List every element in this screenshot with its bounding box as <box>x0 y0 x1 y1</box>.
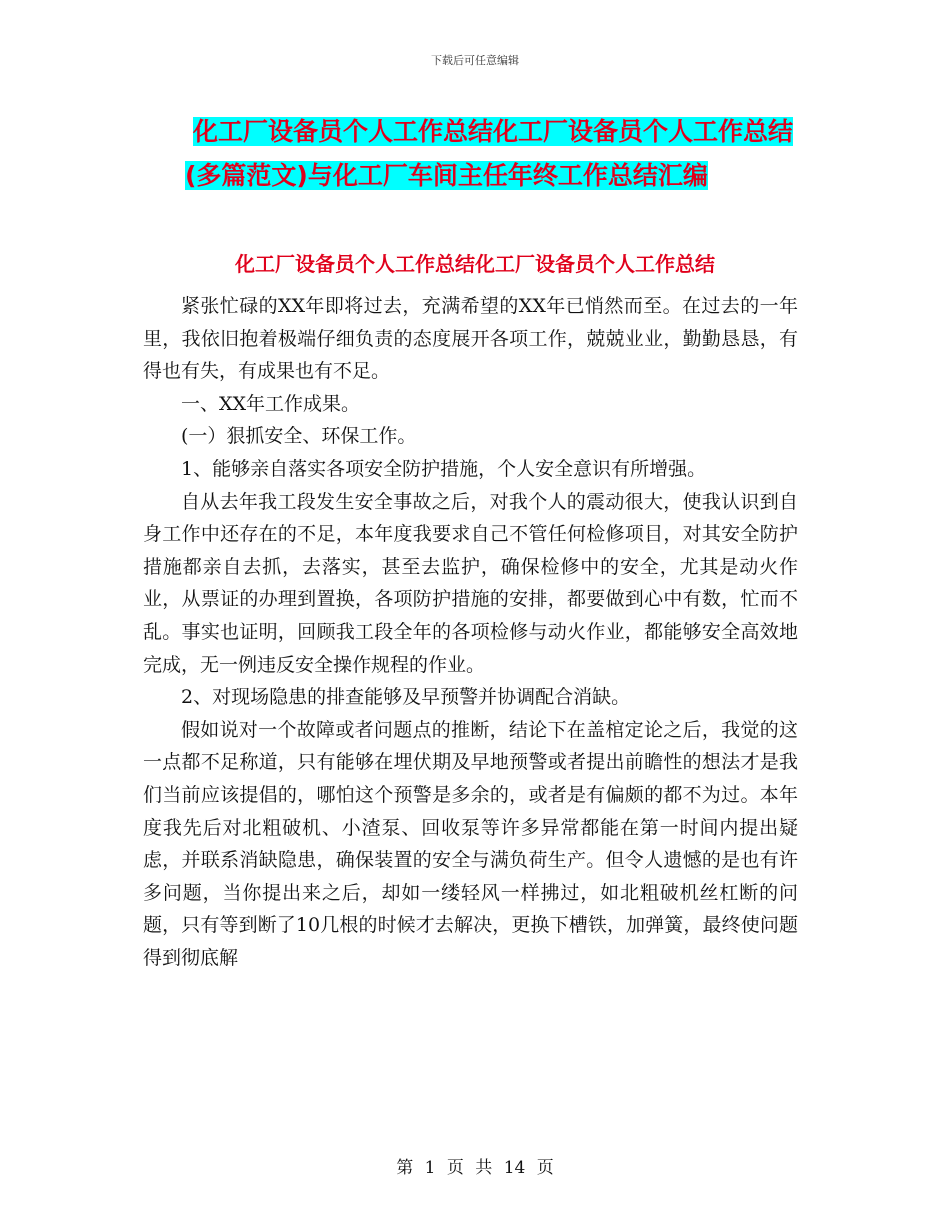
document-body <box>143 290 798 974</box>
paragraph: 2、对现场隐患的排查能够及早预警并协调配合消缺。 <box>181 686 631 709</box>
page-header-note: 下载后可任意编辑 <box>431 54 519 67</box>
paragraph: 紧张忙碌的XX年即将过去，充满希望的XX年已悄然而至。在过去的一年里，我依旧抱着极端仔细负责的态度展开各项工作，兢兢业业，勤勤恳恳，有得也有失，有成果也有不足。 <box>143 295 798 383</box>
paragraph: (一）狠抓安全、环保工作。 <box>181 425 417 448</box>
paragraph: 1、能够亲自落实各项安全防护措施，个人安全意识有所增强。 <box>181 457 707 480</box>
paragraph: 一、XX年工作成果。 <box>181 392 361 415</box>
document-title-text: 化工厂设备员个人工作总结化工厂设备员个人工作总结(多篇范文)与化工厂车间主任年终工作总结汇编 <box>185 117 794 190</box>
paragraph: 自从去年我工段发生安全事故之后，对我个人的震动很大，使我认识到自身工作中还存在的不足，本年度我要求自己不管任何检修项目，对其安全防护措施都亲自去抓，去落实，甚至去监护，确保检修中的安全，尤其是动火作业，从票证的办理到置换，各项防护措施的安排，都要做到心中有数，忙而不乱。事实也证明，回顾我工段全年的各项检修与动火作业，都能够安全高效地完成，无一例违反安全操作规程的作业。 <box>143 490 798 676</box>
document-title <box>185 110 815 198</box>
paragraph: 假如说对一个故障或者问题点的推断，结论下在盖棺定论之后，我觉的这一点都不足称道，只有能够在埋伏期及早地预警或者提出前瞻性的想法才是我们当前应该提倡的，哪怕这个预警是多余的，或者是有偏颇的都不为过。本年度我先后对北粗破机、小渣泵、回收泵等许多异常都能在第一时间内提出疑虑，并联系消缺隐患，确保装置的安全与满负荷生产。但令人遗憾的是也有许多问题，当你提出来之后，却如一缕轻风一样拂过，如北粗破机丝杠断的问题，只有等到断了10几根的时候才去解决，更换下槽铁，加弹簧，最终使问题得到彻底解 <box>143 718 798 969</box>
document-subtitle: 化工厂设备员个人工作总结化工厂设备员个人工作总结 <box>235 252 715 276</box>
page-number-footer: 第 1 页 共 14 页 <box>396 1158 554 1178</box>
